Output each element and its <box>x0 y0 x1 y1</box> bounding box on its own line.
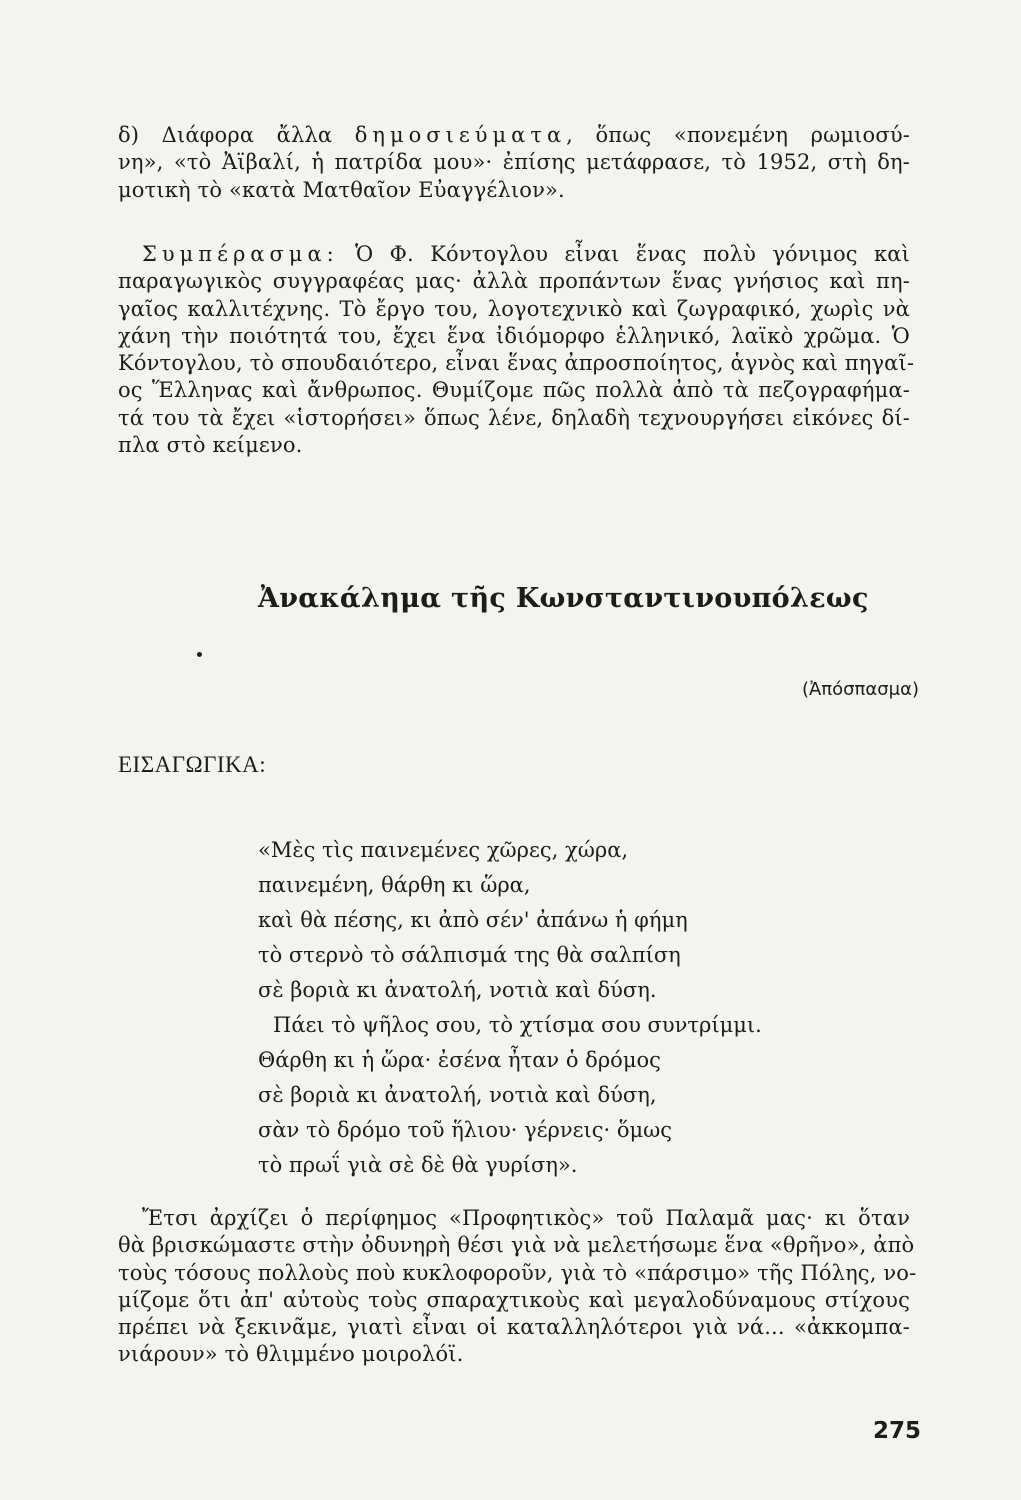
poem-verse: «Μὲς τὶς παινεμένες χῶρες, χώρα, <box>258 838 629 862</box>
poem-verse: Θάρθη κι ἡ ὥρα· ἐσένα ἦταν ὁ δρόμος <box>258 1048 661 1072</box>
text-run: , ὅπως «πονεμένη ρωμιοσύ- <box>566 123 910 147</box>
paragraph-line: Ἔτσι ἀρχίζει ὁ περίφημος «Προφητικὸς» τοῦ Παλαμᾶ μας· κι ὅταν <box>142 1206 910 1230</box>
section-heading: ΕΙΣΑΓΩΓΙΚΑ: <box>118 752 267 777</box>
paragraph-line: νιάρουν» τὸ θλιμμένο μοιρολόϊ. <box>118 1342 464 1367</box>
paragraph-line: μοτικὴ τὸ «κατὰ Ματθαῖον Εὐαγγέλιον». <box>118 177 565 202</box>
paragraph-d <box>118 122 910 204</box>
conclusion-label: Συμπέρασμα: <box>142 242 339 266</box>
spaced-word: δημοσιεύματα <box>354 123 567 147</box>
paragraph-line: μίζομε ὅτι ἀπ' αὐτοὺς τοὺς σπαραχτικοὺς καὶ μεγαλοδύναμους στίχους <box>118 1287 910 1312</box>
text-run: δ) Διάφορα ἄλλα <box>118 123 355 147</box>
page-number: 275 <box>872 1418 921 1444</box>
poem-verse: σὰν τὸ δρόμο τοῦ ἥλιου· γέρνεις· ὅμως <box>258 1118 673 1142</box>
paragraph-line: τά του τὰ ἔχει «ἱστορήσει» ὅπως λένε, δηλαδὴ τεχνουργήσει εἰκόνες δί- <box>118 405 910 430</box>
text-run: Ὁ Φ. Κόντογλου εἶναι ἕνας πολὺ γόνιμος καὶ <box>338 242 910 266</box>
paragraph-line: χάνη τὴν ποιότητά του, ἔχει ἕνα ἰδιόμορφο ἑλληνικό, λαϊκὸ χρῶμα. Ὁ <box>118 323 910 348</box>
paragraph-line <box>118 241 910 268</box>
paragraph-line: Κόντογλου, τὸ σπουδαιότερο, εἶναι ἕνας ἀπροσποίητος, ἁγνὸς καὶ πηγαῖ- <box>118 351 915 376</box>
paragraph-line: παραγωγικὸς συγγραφέας μας· ἀλλὰ προπάντων ἕνας γνήσιος καὶ πη- <box>118 269 910 294</box>
paragraph-line: πρέπει νὰ ξεκινᾶμε, γιατὶ εἶναι οἱ καταλληλότεροι γιὰ νά... «ἀκκομπα- <box>118 1315 910 1340</box>
poem-verse: Πάει τὸ ψῆλος σου, τὸ χτίσμα σου συντρίμμι. <box>273 1013 762 1037</box>
subtitle: (Ἀπόσπασμα) <box>801 679 919 700</box>
paragraph-line: θὰ βρισκώμαστε στὴν ὀδυνηρὴ θέσι γιὰ νὰ μελετήσωμε ἕνα «θρῆνο», ἀπὸ <box>118 1233 915 1258</box>
dot-mark <box>197 652 202 657</box>
intro-paragraph <box>118 1205 917 1369</box>
paragraph-line: γαῖος καλλιτέχνης. Τὸ ἔργο του, λογοτεχνικὸ καὶ ζωγραφικό, χωρὶς νὰ <box>118 296 910 321</box>
paragraph-line <box>118 122 910 149</box>
poem-verse: τὸ στερνὸ τὸ σάλπισμά της θὰ σαλπίση <box>258 943 681 967</box>
paragraph-line: πλα στὸ κείμενο. <box>118 433 303 458</box>
poem-verse: σὲ βοριὰ κι ἀνατολή, νοτιὰ καὶ δύση. <box>258 978 657 1002</box>
poem-verse: σὲ βοριὰ κι ἀνατολή, νοτιὰ καὶ δύση, <box>258 1083 657 1107</box>
poem-verse: καὶ θὰ πέσης, κι ἀπὸ σέν' ἀπάνω ἡ φήμη <box>258 908 688 932</box>
paragraph-line: ος Ἕλληνας καὶ ἄνθρωπος. Θυμίζομε πῶς πολλὰ ἀπὸ τὰ πεζογραφήμα- <box>118 378 910 403</box>
poem-title: Ἀνακάλημα τῆς Κωνσταντινουπόλεως <box>258 583 869 614</box>
paragraph-line: νη», «τὸ Ἀϊβαλί, ἡ πατρίδα μου»· ἐπίσης μετάφρασε, τὸ 1952, στὴ δη- <box>118 150 910 175</box>
poem-verse: τὸ πρωΐ γιὰ σὲ δὲ θὰ γυρίση». <box>258 1153 578 1177</box>
conclusion-paragraph <box>118 241 915 459</box>
paragraph-line: τοὺς τόσους πολλοὺς ποὺ κυκλοφοροῦν, γιὰ τὸ «πάρσιμο» τῆς Πόλης, νο- <box>118 1260 917 1285</box>
poem-verse: παινεμένη, θάρθη κι ὥρα, <box>258 873 531 897</box>
